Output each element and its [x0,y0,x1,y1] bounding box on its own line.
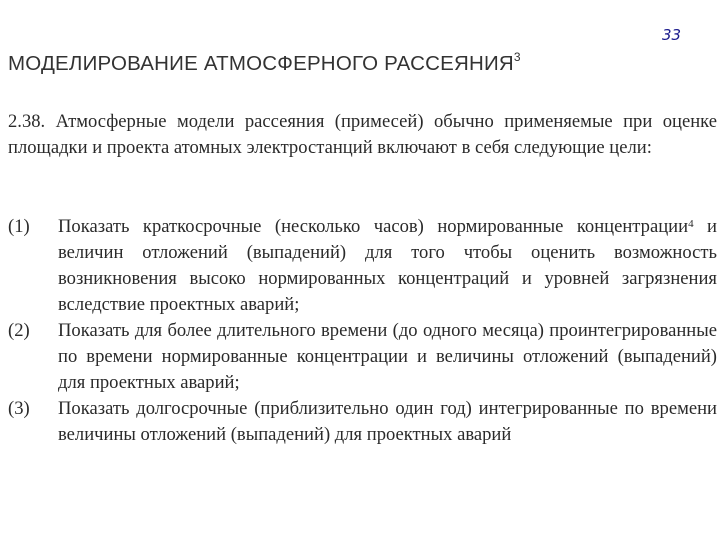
footnote-marker: 4 [688,218,694,230]
page-number: 33 [662,26,682,44]
list-item [8,214,717,318]
heading-footnote-marker: 3 [513,50,521,64]
list-item-text: Показать долгосрочные (приблизительно один год) интегрированные по времени величины отложений (выпадений) для проектных аварий [58,398,717,445]
list-item [8,318,717,396]
list-item [8,396,717,448]
list-item-text: Показать для более длительного времени (до одного месяца) проинтегрированные по времени нормированные концентрации и величины отложений (выпадений) для проектных аварий; [58,320,717,393]
list-item-number: (1) [8,216,30,237]
intro-paragraph: 2.38. Атмосферные модели рассеяния (примесей) обычно применяемые при оценке площадки и проекта атомных электростанций включают в себя следующие цели: [8,111,717,158]
list-item-number: (2) [8,320,30,341]
list-item-text-part: и величин отложений (выпадений) для того чтобы оценить возможность возникновения высоко нормированных концентраций и уровней загрязнения вследствие проектных аварий; [58,216,717,315]
goals-list [8,214,717,448]
section-heading-text: МОДЕЛИРОВАНИЕ АТМОСФЕРНОГО РАССЕЯНИЯ [8,52,514,75]
list-item-number: (3) [8,398,30,419]
list-item-text [58,214,717,318]
section-heading [8,52,521,76]
list-item-text-part: Показать краткосрочные (несколько часов) нормированные концентрации [58,216,689,237]
